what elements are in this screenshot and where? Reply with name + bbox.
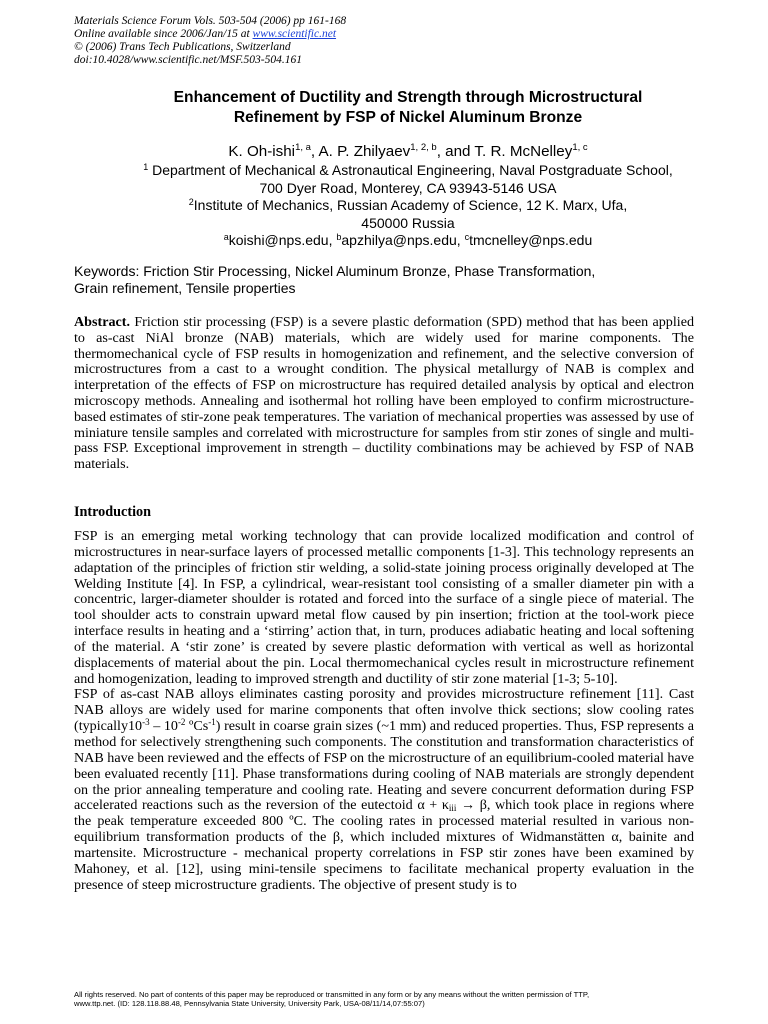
keywords: Keywords: Friction Stir Processing, Nickel Aluminum Bronze, Phase Transformation, Grain refinement, Tensile properties	[74, 263, 596, 296]
abstract	[74, 315, 694, 473]
affiliation-2: $^2$Institute of Mechanics, Russian Academy of Science, 12 K. Marx, Ufa,	[188, 197, 628, 213]
copyright-footer: All rights reserved. No part of contents of this paper may be reproduced or transmitted in any form or by any means without the written permission of TTP, www.ttp.net. (ID: 128.118.88.48, Pennsylvania State University, University Park, USA-08/11/14,07:55:07)	[74, 990, 590, 1009]
doi-line: doi:10.4028/www.scientific.net/MSF.503-504.161	[74, 54, 302, 66]
paper-title: Enhancement of Ductility and Strength through Microstructural Refinement by FSP of Nickel Aluminum Bronze	[173, 89, 643, 126]
paragraph: FSP is an emerging metal working technology that can provide localized modification and control of microstructures in near-surface layers of processed metallic components [1-3]. This technology represents an adaptation of the principles of friction stir welding, a solid-state joining process originally developed at The Welding Institute [4]. In FSP, a cylindrical, wear-resistant tool consisting of a smaller diameter pin with a concentric, larger-diameter shoulder is rotated and forced into the surface of a single piece of material. The tool shoulder acts to constrain upward metal flow caused by pin insertion; friction at the tool-work piece interface results in heating and a ‘stirring’ action that, in turn, produces adiabatic heating and local softening of the material. A ‘stir zone’ is created by severe plastic deformation with vertical as well as horizontal displacements of material about the pin. Local thermomechanical cycles result in microstructure refinement and homogenization, leading to improved strength and ductility of stir zone material [1-3; 5-10].	[74, 528, 694, 687]
online-availability: Online available since 2006/Jan/15 at www.scientific.net	[74, 28, 337, 40]
author-emails: $^a$koishi@nps.edu, $^b$apzhilya@nps.edu, $^c$tmcnelley@nps.edu	[223, 232, 593, 248]
scientific-net-link[interactable]: www.scientific.net	[252, 28, 337, 40]
copyright-line: © (2006) Trans Tech Publications, Switzerland	[74, 41, 291, 53]
author-list: K. Oh-ishi$^{1, a}$, A. P. Zhilyaev$^{1, 2, b}$, and T. R. McNelley$^{1, c}$	[228, 142, 588, 160]
journal-header	[74, 15, 474, 67]
affiliation-1: $^1$ Department of Mechanical & Astronautical Engineering, Naval Postgraduate School,	[143, 162, 673, 178]
journal-citation: Materials Science Forum Vols. 503-504 (2006) pp 161-168	[74, 15, 347, 27]
introduction-body	[74, 529, 694, 893]
affiliations: $^1$ Department of Mechanical & Astronautical Engineering, Naval Postgraduate School, 700 Dyer Road, Monterey, CA 93943-5146 USA $^2$Institute of Mechanics, Russian Academy of Science, 12 K. Marx, Ufa, 450000 Russia $^a$koishi@nps.edu, $^b$apzhilya@nps.edu, $^c$tmcnelley@nps.edu	[74, 162, 742, 250]
section-heading-introduction: Introduction	[74, 504, 151, 520]
paragraph: FSP of as-cast NAB alloys eliminates casting porosity and provides microstructure refinement [11]. Cast NAB alloys are widely used for marine components that often involve thick sections; slow cooling rates ($typically10^{-3} - 10^{-2}$ ºCs$^{-1}$) result in coarse grain sizes (~1 mm) and reduced properties. Thus, FSP represents a method for selectively strengthening such components. The constitution and transformation characteristics of NAB have been reviewed and the effects of FSP on the microstructure of an equilibrium-cooled material have been evaluated recently [11]. Phase transformations during cooling of NAB materials are strongly dependent on the prior annealing temperature and cooling rate. Heating and severe concurrent deformation during FSP accelerated reactions such as the reversion of the eutectoid $\alpha + \kappa_{iii} \to \beta$, which took place in regions where the peak temperature exceeded 800 ºC. The cooling rates in processed material resulted in various non-equilibrium transformation products of the β, which included mixtures of Widmanstätten α, bainite and martensite. Microstructure - mechanical property correlations in FSP stir zones have been examined by Mahoney, et al. [12], using mini-tensile specimens to facilitate mechanical property evaluation in the presence of steep microstructure gradients. The objective of present study is to	[74, 686, 695, 893]
abstract-label: Abstract.	[74, 314, 130, 330]
abstract-text: Friction stir processing (FSP) is a severe plastic deformation (SPD) method that has been applied to as-cast NiAl bronze (NAB) materials, which are widely used for marine components. The thermomechanical cycle of FSP results in homogenization and refinement, and the selective conversion of microstructures from a cast to a wrought condition. The physical metallurgy of NAB is complex and interpretation of the effects of FSP on microstructure has required detailed analysis by optical and electron microscopy methods. Annealing and isothermal hot rolling have been employed to confirm microstructure-based estimates of stir-zone peak temperatures. The variation of mechanical properties was assessed by use of miniature tensile samples and correlated with microstructure for samples from stir zones of single and multi-pass FSP. Exceptional improvement in strength – ductility combinations may be achieved by FSP of NAB materials.	[74, 314, 694, 473]
